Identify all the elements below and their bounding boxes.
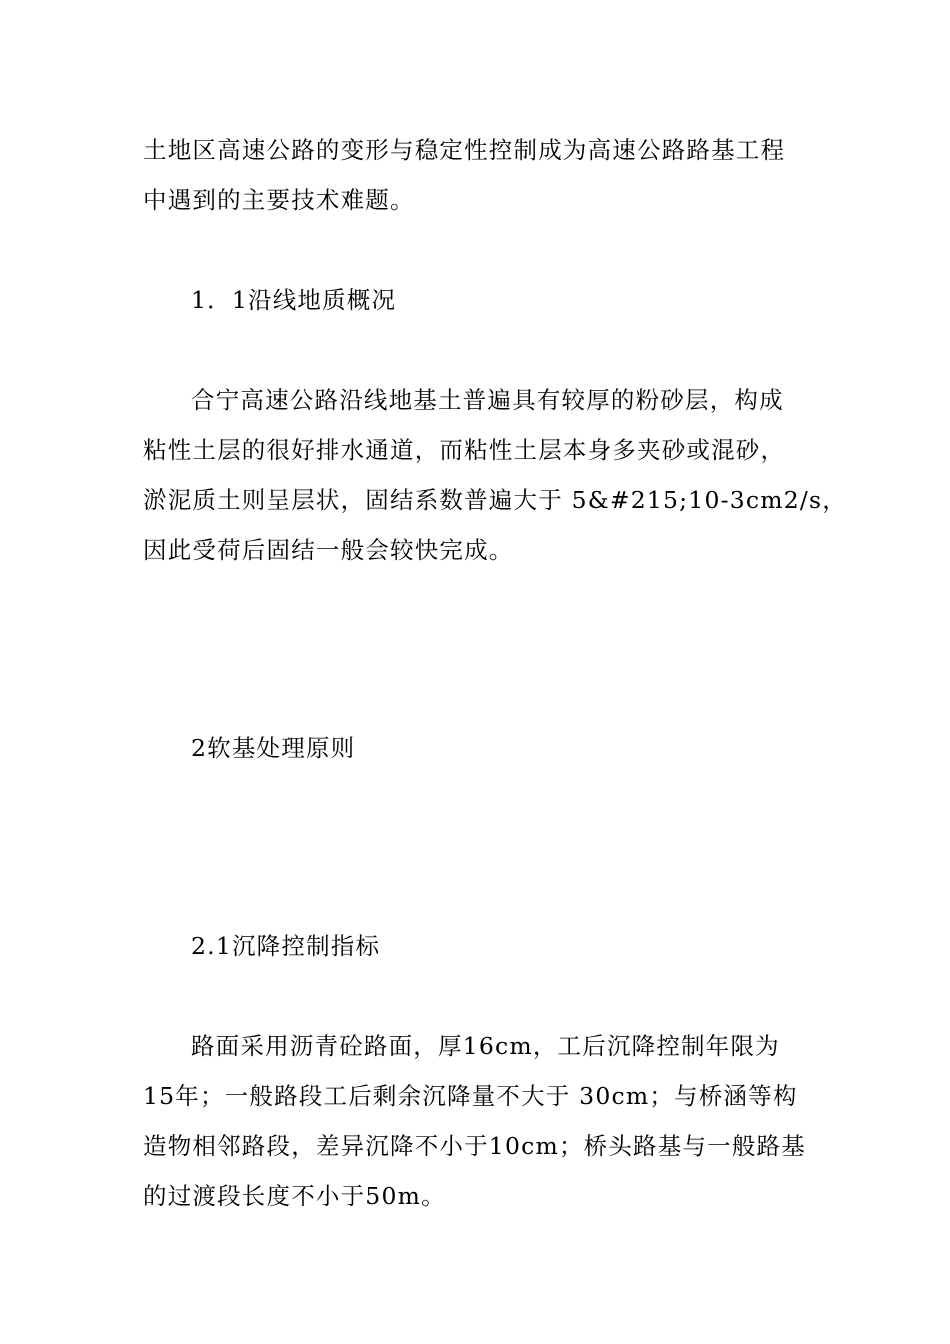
paragraph-line: 路面采用沥青砼路面，厚16cm，工后沉降控制年限为 <box>191 1032 780 1060</box>
paragraph-line: 造物相邻路段，差异沉降不小于10cm；桥头路基与一般路基 <box>143 1132 806 1160</box>
paragraph-line: 的过渡段长度不小于50m。 <box>143 1182 446 1210</box>
paragraph-line: 粘性土层的很好排水通道，而粘性土层本身多夹砂或混砂， <box>143 436 786 464</box>
section-heading: 2软基处理原则 <box>191 734 356 762</box>
section-heading: 1．1沿线地质概况 <box>191 286 397 314</box>
paragraph-line: 15年；一般路段工后剩余沉降量不大于 30cm；与桥涵等构 <box>143 1082 798 1110</box>
paragraph-line: 合宁高速公路沿线地基土普遍具有较厚的粉砂层，构成 <box>191 386 784 414</box>
section-heading: 2.1沉降控制指标 <box>191 932 381 960</box>
paragraph-line: 因此受荷后固结一般会较快完成。 <box>143 536 514 564</box>
paragraph-line: 中遇到的主要技术难题。 <box>143 186 415 214</box>
paragraph-line: 淤泥质土则呈层状，固结系数普遍大于 5&#215;10-3cm2/s， <box>143 486 847 514</box>
paragraph-line: 土地区高速公路的变形与稳定性控制成为高速公路路基工程 <box>143 136 786 164</box>
